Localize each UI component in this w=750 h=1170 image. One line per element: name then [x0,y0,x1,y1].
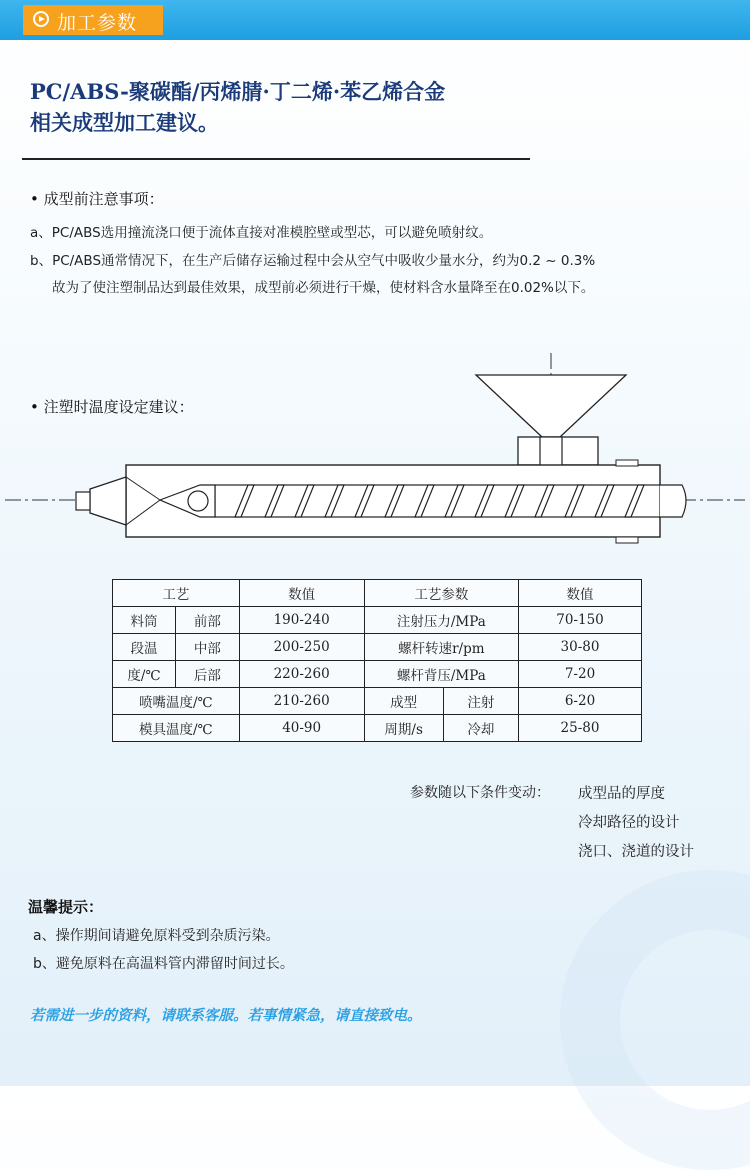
table-row [113,661,642,688]
table-row [113,607,642,634]
pre-molding-item-b-line1: b、PC/ABS通常情况下，在生产后储存运输过程中会从空气中吸收少量水分，约为0.2 ~ 0.3% [30,253,596,269]
zone-front: 前部 [176,607,240,634]
table-header-row [113,580,642,607]
pre-molding-heading: • 成型前注意事项： [30,190,164,208]
header-param-value: 数值 [519,580,642,607]
title-line-1: PC/ABS-聚碳酯/丙烯腈·丁二烯·苯乙烯合金 [30,79,446,104]
table-row [113,688,642,715]
table-row [113,634,642,661]
header-bar [0,0,750,40]
variation-item-thickness: 成型品的厚度 [578,786,665,802]
pre-molding-item-a: a、PC/ABS选用撞流浇口便于流体直接对准模腔壁或型芯，可以避免喷射纹。 [30,225,493,241]
cooling-time-label: 冷却 [443,715,518,742]
value-screw-speed: 30-80 [519,634,642,661]
value-injection-pressure: 70-150 [519,607,642,634]
header-process-param: 工艺参数 [364,580,518,607]
temperature-heading: • 注塑时温度设定建议： [30,398,194,416]
param-back-pressure: 螺杆背压/MPa [364,661,518,688]
barrel-label-1: 料筒 [113,607,176,634]
title-line-2: 相关成型加工建议。 [30,110,219,135]
tip-item-b: b、避免原料在高温料管内滞留时间过长。 [33,956,294,972]
title-divider [22,158,530,160]
mold-temp-label: 模具温度/℃ [113,715,240,742]
play-circle-icon [33,11,49,27]
param-screw-speed: 螺杆转速r/pm [364,634,518,661]
table-row [113,715,642,742]
param-injection-pressure: 注射压力/MPa [364,607,518,634]
section-label: 加工参数 [57,12,138,34]
cooling-time-value: 25-80 [519,715,642,742]
contact-note: 若需进一步的资料，请联系客服。若事情紧急，请直接致电。 [30,1008,422,1024]
cycle-label-1: 成型 [364,688,443,715]
injection-machine-diagram [0,345,750,560]
variation-item-gate: 浇口、浇道的设计 [578,844,694,860]
zone-rear: 后部 [176,661,240,688]
variation-label: 参数随以下条件变动： [410,785,550,801]
header-process: 工艺 [113,580,240,607]
injection-time-label: 注射 [443,688,518,715]
tip-item-a: a、操作期间请避免原料受到杂质污染。 [33,928,280,944]
tips-heading: 温馨提示： [28,898,104,916]
temp-front: 190-240 [239,607,364,634]
temp-middle: 200-250 [239,634,364,661]
barrel-label-3: 度/℃ [113,661,176,688]
variation-item-cooling: 冷却路径的设计 [578,815,680,831]
page-title [30,76,445,138]
nozzle-temp-label: 喷嘴温度/℃ [113,688,240,715]
value-back-pressure: 7-20 [519,661,642,688]
nozzle-temp-value: 210-260 [239,688,364,715]
background-decoration [560,870,750,1170]
temp-rear: 220-260 [239,661,364,688]
zone-middle: 中部 [176,634,240,661]
mold-temp-value: 40-90 [239,715,364,742]
cycle-label-2: 周期/s [364,715,443,742]
parameter-table [112,579,642,742]
pre-molding-item-b-line2: 故为了使注塑制品达到最佳效果，成型前必须进行干燥，使材料含水量降至在0.02%以下。 [52,280,595,296]
header-value: 数值 [239,580,364,607]
section-tag [23,5,163,35]
barrel-label-2: 段温 [113,634,176,661]
injection-time-value: 6-20 [519,688,642,715]
